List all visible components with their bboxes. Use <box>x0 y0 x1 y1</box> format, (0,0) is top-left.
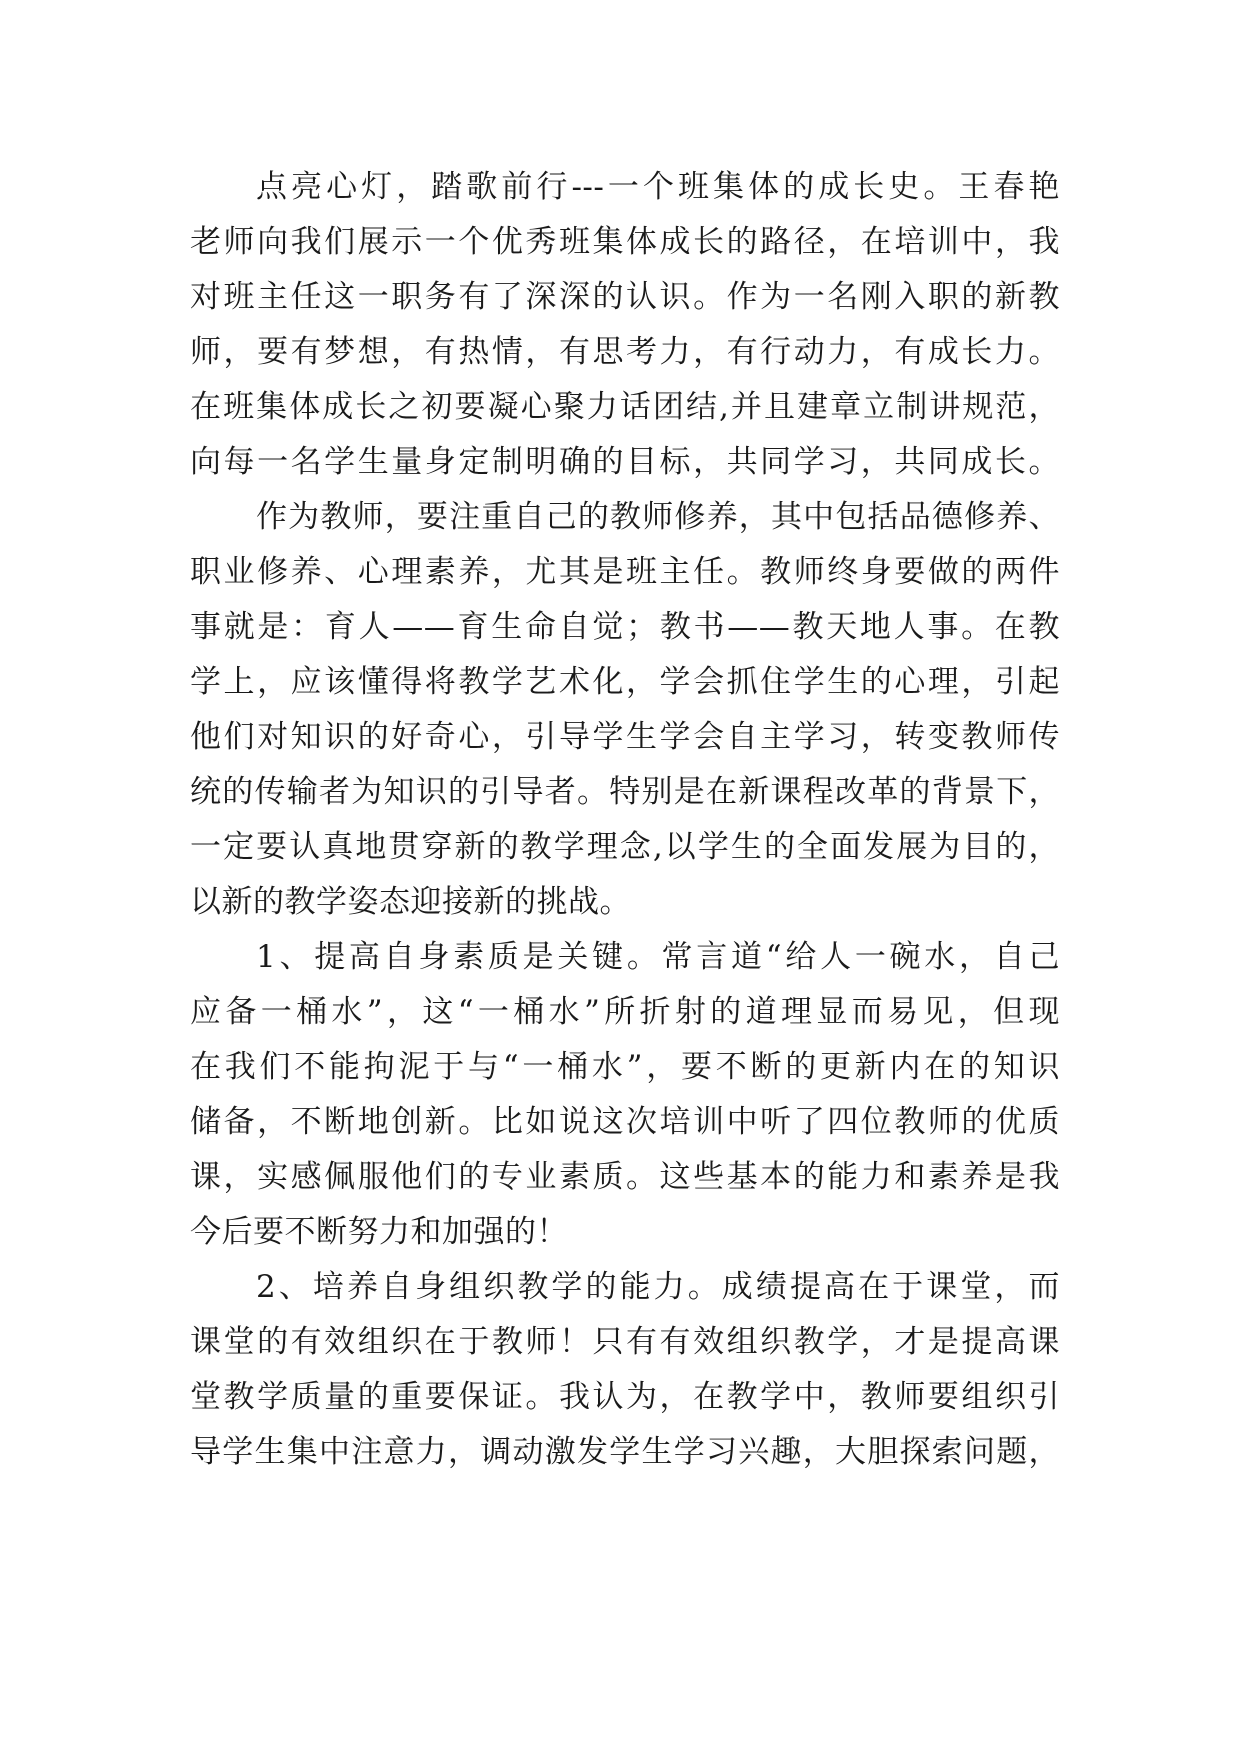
text-line: 在我们不能拘泥于与“一桶水”，要不断的更新内在的知识 <box>190 1049 1060 1085</box>
text-line: 2、培养自身组织教学的能力。成绩提高在于课堂，而 <box>256 1269 1060 1305</box>
paragraph-teacher-cultivation <box>190 490 1060 930</box>
text-line: 老师向我们展示一个优秀班集体成长的路径，在培训中，我 <box>190 224 1060 260</box>
text-line: 作为教师，要注重自己的教师修养，其中包括品德修养、 <box>256 499 1060 535</box>
text-line: 今后要不断努力和加强的！ <box>190 1214 568 1250</box>
text-line: 导学生集中注意力，调动激发学生学习兴趣，大胆探索问题， <box>190 1434 1060 1470</box>
text-line: 他们对知识的好奇心，引导学生学会自主学习，转变教师传 <box>190 719 1060 755</box>
text-line: 1、提高自身素质是关键。常言道“给人一碗水，自己 <box>256 939 1060 975</box>
text-line: 统的传输者为知识的引导者。特别是在新课程改革的背景下， <box>190 774 1060 810</box>
text-line: 学上，应该懂得将教学艺术化，学会抓住学生的心理，引起 <box>190 664 1060 700</box>
document-body <box>190 160 1060 1480</box>
text-line: 向每一名学生量身定制明确的目标，共同学习，共同成长。 <box>190 444 1060 480</box>
text-line: 储备，不断地创新。比如说这次培训中听了四位教师的优质 <box>190 1104 1060 1140</box>
text-line: 以新的教学姿态迎接新的挑战。 <box>190 884 631 920</box>
text-line: 事就是：育人——育生命自觉；教书——教天地人事。在教 <box>190 609 1060 645</box>
paragraph-point-1 <box>190 930 1060 1260</box>
text-line: 应备一桶水”，这“一桶水”所折射的道理显而易见，但现 <box>190 994 1060 1030</box>
text-line: 在班集体成长之初要凝心聚力话团结,并且建章立制讲规范， <box>190 389 1060 425</box>
text-line: 堂教学质量的重要保证。我认为，在教学中，教师要组织引 <box>190 1379 1060 1415</box>
paragraph-point-2 <box>190 1260 1060 1480</box>
text-line: 课，实感佩服他们的专业素质。这些基本的能力和素养是我 <box>190 1159 1060 1195</box>
text-line: 点亮心灯，踏歌前行---一个班集体的成长史。王春艳 <box>256 169 1060 205</box>
text-line: 职业修养、心理素养，尤其是班主任。教师终身要做的两件 <box>190 554 1060 590</box>
text-line: 师，要有梦想，有热情，有思考力，有行动力，有成长力。 <box>190 334 1060 370</box>
paragraph-class-growth <box>190 160 1060 490</box>
text-line: 课堂的有效组织在于教师！只有有效组织教学，才是提高课 <box>190 1324 1060 1360</box>
text-line: 一定要认真地贯穿新的教学理念,以学生的全面发展为目的， <box>190 829 1060 865</box>
text-line: 对班主任这一职务有了深深的认识。作为一名刚入职的新教 <box>190 279 1060 315</box>
